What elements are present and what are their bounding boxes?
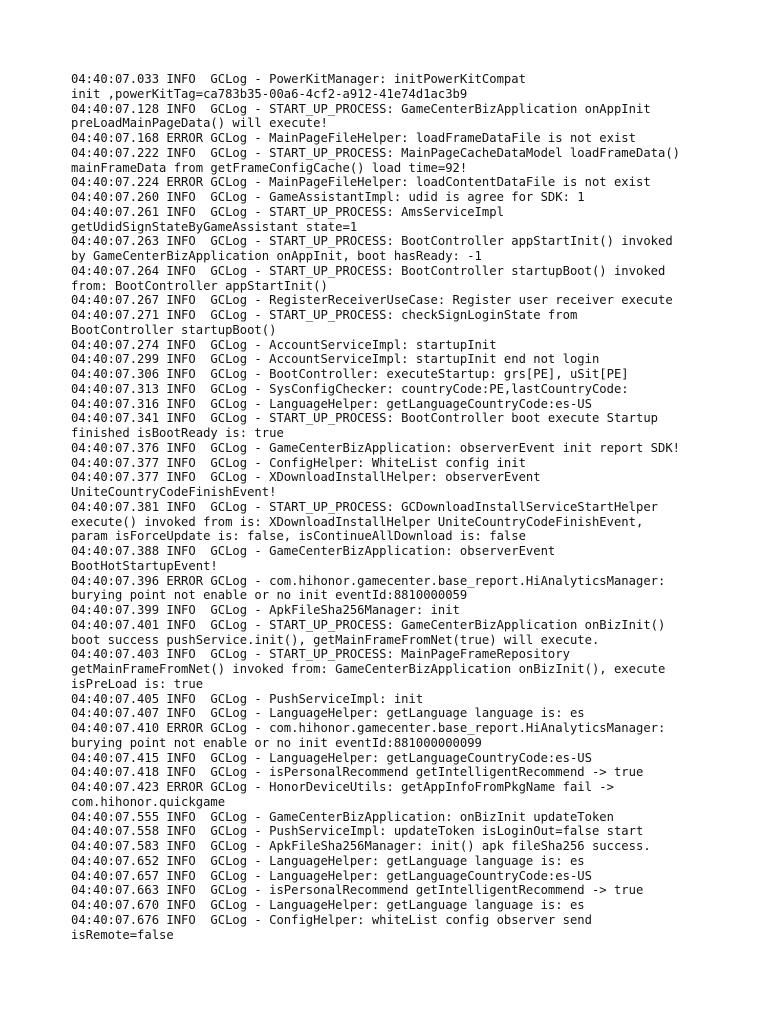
- log-line: 04:40:07.396 ERROR GCLog - com.hihonor.gamecenter.base_report.HiAnalyticsManager:: [71, 573, 666, 588]
- log-line: 04:40:07.555 INFO GCLog - GameCenterBizApplication: onBizInit updateToken: [71, 809, 614, 824]
- log-line: 04:40:07.299 INFO GCLog - AccountServiceImpl: startupInit end not login: [71, 352, 600, 367]
- log-line: 04:40:07.377 INFO GCLog - ConfigHelper: WhiteList config init: [71, 455, 526, 470]
- log-line: 04:40:07.652 INFO GCLog - LanguageHelper: getLanguage language is: es: [71, 853, 585, 868]
- log-line: mainFrameData from getFrameConfigCache() load time=92!: [71, 160, 468, 175]
- log-line: 04:40:07.558 INFO GCLog - PushServiceImpl: updateToken isLoginOut=false start: [71, 824, 644, 839]
- log-line: 04:40:07.388 INFO GCLog - GameCenterBizApplication: observerEvent: [71, 544, 556, 558]
- log-line: 04:40:07.341 INFO GCLog - START_UP_PROCESS: BootController boot execute Startup: [71, 411, 658, 426]
- log-line: 04:40:07.267 INFO GCLog - RegisterReceiverUseCase: Register user receiver execute: [71, 293, 673, 308]
- log-line: BootHotStartupEvent!: [71, 558, 218, 573]
- log-line: by GameCenterBizApplication onAppInit, boot hasReady: -1: [71, 249, 482, 263]
- log-line: finished isBootReady is: true: [71, 426, 284, 440]
- log-line: 04:40:07.410 ERROR GCLog - com.hihonor.gamecenter.base_report.HiAnalyticsManager:: [71, 721, 666, 735]
- log-line: boot success pushService.init(), getMainFrameFromNet(true) will execute.: [71, 632, 600, 647]
- log-line: 04:40:07.260 INFO GCLog - GameAssistantImpl: udid is agree for SDK: 1: [71, 190, 585, 204]
- log-line: 04:40:07.376 INFO GCLog - GameCenterBizApplication: observerEvent init report SDK!: [71, 440, 681, 455]
- log-line: 04:40:07.401 INFO GCLog - START_UP_PROCESS: GameCenterBizApplication onBizInit(): [71, 617, 666, 632]
- log-line: 04:40:07.224 ERROR GCLog - MainPageFileHelper: loadContentDataFile is not exist: [71, 175, 651, 190]
- log-line: burying point not enable or no init eventId:8810000059: [71, 588, 468, 603]
- log-line: 04:40:07.405 INFO GCLog - PushServiceImpl: init: [71, 691, 424, 706]
- log-line: 04:40:07.168 ERROR GCLog - MainPageFileHelper: loadFrameDataFile is not exist: [71, 131, 636, 145]
- log-line: 04:40:07.263 INFO GCLog - START_UP_PROCESS: BootController appStartInit() invoked: [71, 234, 673, 249]
- log-line: isRemote=false: [71, 927, 174, 942]
- log-line: 04:40:07.403 INFO GCLog - START_UP_PROCESS: MainPageFrameRepository: [71, 647, 570, 662]
- log-line: init ,powerKitTag=ca783b35-00a6-4cf2-a912-41e74d1ac3b9: [71, 86, 468, 101]
- log-line: 04:40:07.274 INFO GCLog - AccountServiceImpl: startupInit: [71, 337, 497, 352]
- log-line: 04:40:07.261 INFO GCLog - START_UP_PROCESS: AmsServiceImpl: [71, 204, 504, 219]
- log-line: 04:40:07.377 INFO GCLog - XDownloadInstallHelper: observerEvent: [71, 470, 541, 485]
- log-line: getMainFrameFromNet() invoked from: GameCenterBizApplication onBizInit(), execute: [71, 662, 666, 676]
- log-line: from: BootController appStartInit(): [71, 278, 328, 293]
- log-line: 04:40:07.128 INFO GCLog - START_UP_PROCESS: GameCenterBizApplication onAppInit: [71, 101, 651, 116]
- log-line: 04:40:07.407 INFO GCLog - LanguageHelper: getLanguage language is: es: [71, 706, 585, 721]
- log-line: 04:40:07.676 INFO GCLog - ConfigHelper: whiteList config observer send: [71, 912, 592, 927]
- log-line: 04:40:07.264 INFO GCLog - START_UP_PROCESS: BootController startupBoot() invoked: [71, 263, 666, 278]
- log-line: preLoadMainPageData() will execute!: [71, 116, 328, 131]
- log-line: 04:40:07.415 INFO GCLog - LanguageHelper: getLanguageCountryCode:es-US: [71, 750, 592, 765]
- log-line: 04:40:07.583 INFO GCLog - ApkFileSha256Manager: init() apk fileSha256 success.: [71, 839, 651, 853]
- log-line: 04:40:07.271 INFO GCLog - START_UP_PROCESS: checkSignLoginState from: [71, 308, 578, 322]
- log-line: 04:40:07.033 INFO GCLog - PowerKitManager: initPowerKitCompat: [71, 72, 526, 86]
- log-line: isPreLoad is: true: [71, 676, 204, 691]
- log-line: 04:40:07.399 INFO GCLog - ApkFileSha256Manager: init: [71, 603, 460, 617]
- log-line: 04:40:07.418 INFO GCLog - isPersonalRecommend getIntelligentRecommend -> true: [71, 765, 644, 780]
- log-text-block: [71, 72, 731, 942]
- log-line: 04:40:07.423 ERROR GCLog - HonorDeviceUtils: getAppInfoFromPkgName fail ->: [71, 780, 614, 794]
- log-line: 04:40:07.381 INFO GCLog - START_UP_PROCESS: GCDownloadInstallServiceStartHelper: [71, 499, 658, 514]
- log-line: param isForceUpdate is: false, isContinueAllDownload is: false: [71, 529, 526, 544]
- log-line: BootController startupBoot(): [71, 322, 277, 337]
- log-line: 04:40:07.306 INFO GCLog - BootController: executeStartup: grs[PE], uSit[PE]: [71, 367, 629, 381]
- log-line: UniteCountryCodeFinishEvent!: [71, 485, 277, 499]
- log-line: 04:40:07.313 INFO GCLog - SysConfigChecker: countryCode:PE,lastCountryCode:: [71, 381, 629, 396]
- log-line: 04:40:07.663 INFO GCLog - isPersonalRecommend getIntelligentRecommend -> true: [71, 883, 644, 898]
- log-line: 04:40:07.222 INFO GCLog - START_UP_PROCESS: MainPageCacheDataModel loadFrameData(): [71, 145, 681, 160]
- log-line: com.hihonor.quickgame: [71, 794, 226, 809]
- log-line: 04:40:07.657 INFO GCLog - LanguageHelper: getLanguageCountryCode:es-US: [71, 868, 592, 883]
- log-line: getUdidSignStateByGameAssistant state=1: [71, 219, 358, 234]
- log-line: 04:40:07.670 INFO GCLog - LanguageHelper: getLanguage language is: es: [71, 898, 585, 912]
- log-line: burying point not enable or no init eventId:881000000099: [71, 735, 482, 750]
- log-line: 04:40:07.316 INFO GCLog - LanguageHelper: getLanguageCountryCode:es-US: [71, 396, 592, 411]
- log-line: execute() invoked from is: XDownloadInstallHelper UniteCountryCodeFinishEvent,: [71, 514, 644, 529]
